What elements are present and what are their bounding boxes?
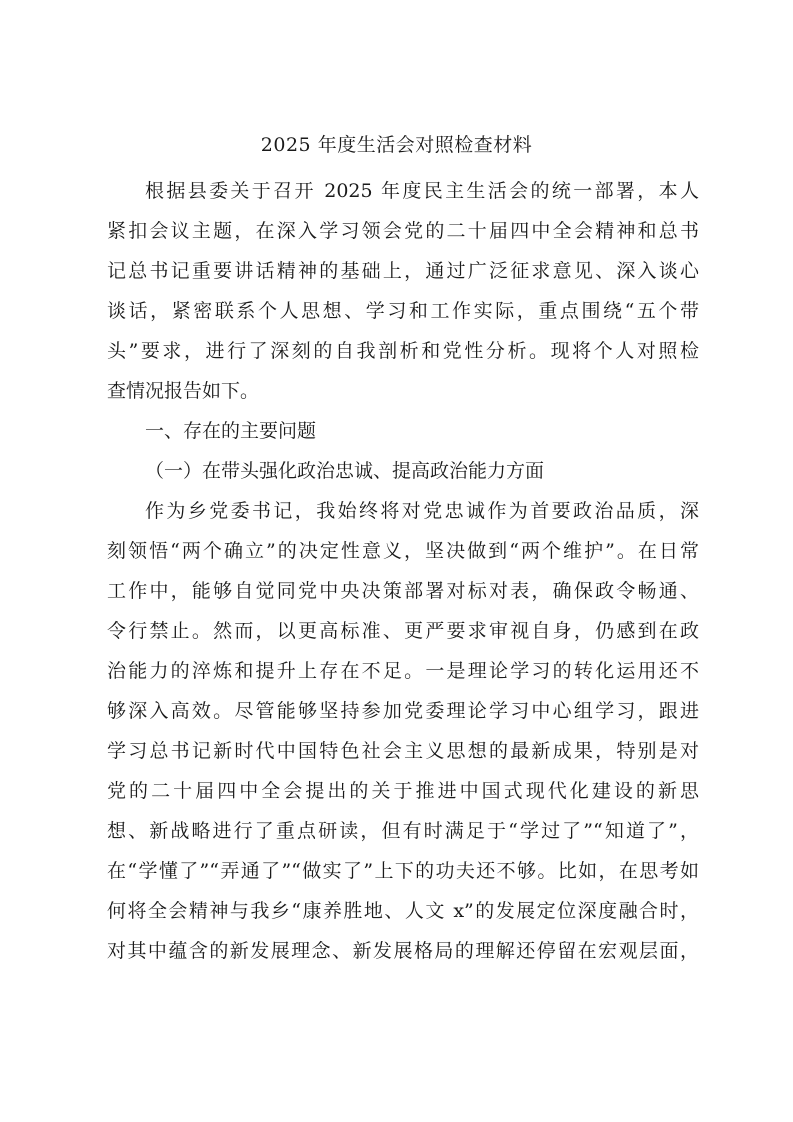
subsection-heading: （一）在带头强化政治忠诚、提高政治能力方面 xyxy=(145,460,545,482)
paragraph-line: 谈话，紧密联系个人思想、学习和工作实际，重点围绕“五个带 xyxy=(107,300,699,322)
paragraph-line: 党的二十届四中全会提出的关于推进中国式现代化建设的新思 xyxy=(107,780,699,802)
paragraph-line: 何将全会精神与我乡“康养胜地、人文 x”的发展定位深度融合时， xyxy=(107,900,699,922)
paragraph-line: 查情况报告如下。 xyxy=(107,380,260,402)
paragraph-line: 紧扣会议主题，在深入学习领会党的二十届四中全会精神和总书 xyxy=(107,220,699,242)
paragraph-line: 够深入高效。尽管能够坚持参加党委理论学习中心组学习，跟进 xyxy=(107,700,699,722)
paragraph-line: 想、新战略进行了重点研读，但有时满足于“学过了”“知道了”， xyxy=(107,820,699,842)
paragraph-line: 令行禁止。然而，以更高标准、更严要求审视自身，仍感到在政 xyxy=(107,620,699,642)
document-title: 2025 年度生活会对照检查材料 xyxy=(260,134,533,156)
paragraph-line: 根据县委关于召开 2025 年度民主生活会的统一部署，本人 xyxy=(145,180,699,202)
paragraph-line: 在“学懂了”“弄通了”“做实了”上下的功夫还不够。比如，在思考如 xyxy=(107,860,699,882)
paragraph-line: 对其中蕴含的新发展理念、新发展格局的理解还停留在宏观层面， xyxy=(107,940,699,962)
paragraph-line: 头”要求，进行了深刻的自我剖析和党性分析。现将个人对照检 xyxy=(107,340,699,362)
paragraph-line: 工作中，能够自觉同党中央决策部署对标对表，确保政令畅通、 xyxy=(107,580,699,602)
paragraph-line: 作为乡党委书记，我始终将对党忠诚作为首要政治品质，深 xyxy=(145,500,699,522)
section-heading: 一、存在的主要问题 xyxy=(145,420,317,442)
paragraph-line: 治能力的淬炼和提升上存在不足。一是理论学习的转化运用还不 xyxy=(107,660,699,682)
paragraph-line: 刻领悟“两个确立”的决定性意义，坚决做到“两个维护”。在日常 xyxy=(107,540,699,562)
paragraph-line: 记总书记重要讲话精神的基础上，通过广泛征求意见、深入谈心 xyxy=(107,260,699,282)
paragraph-line: 学习总书记新时代中国特色社会主义思想的最新成果，特别是对 xyxy=(107,740,699,762)
